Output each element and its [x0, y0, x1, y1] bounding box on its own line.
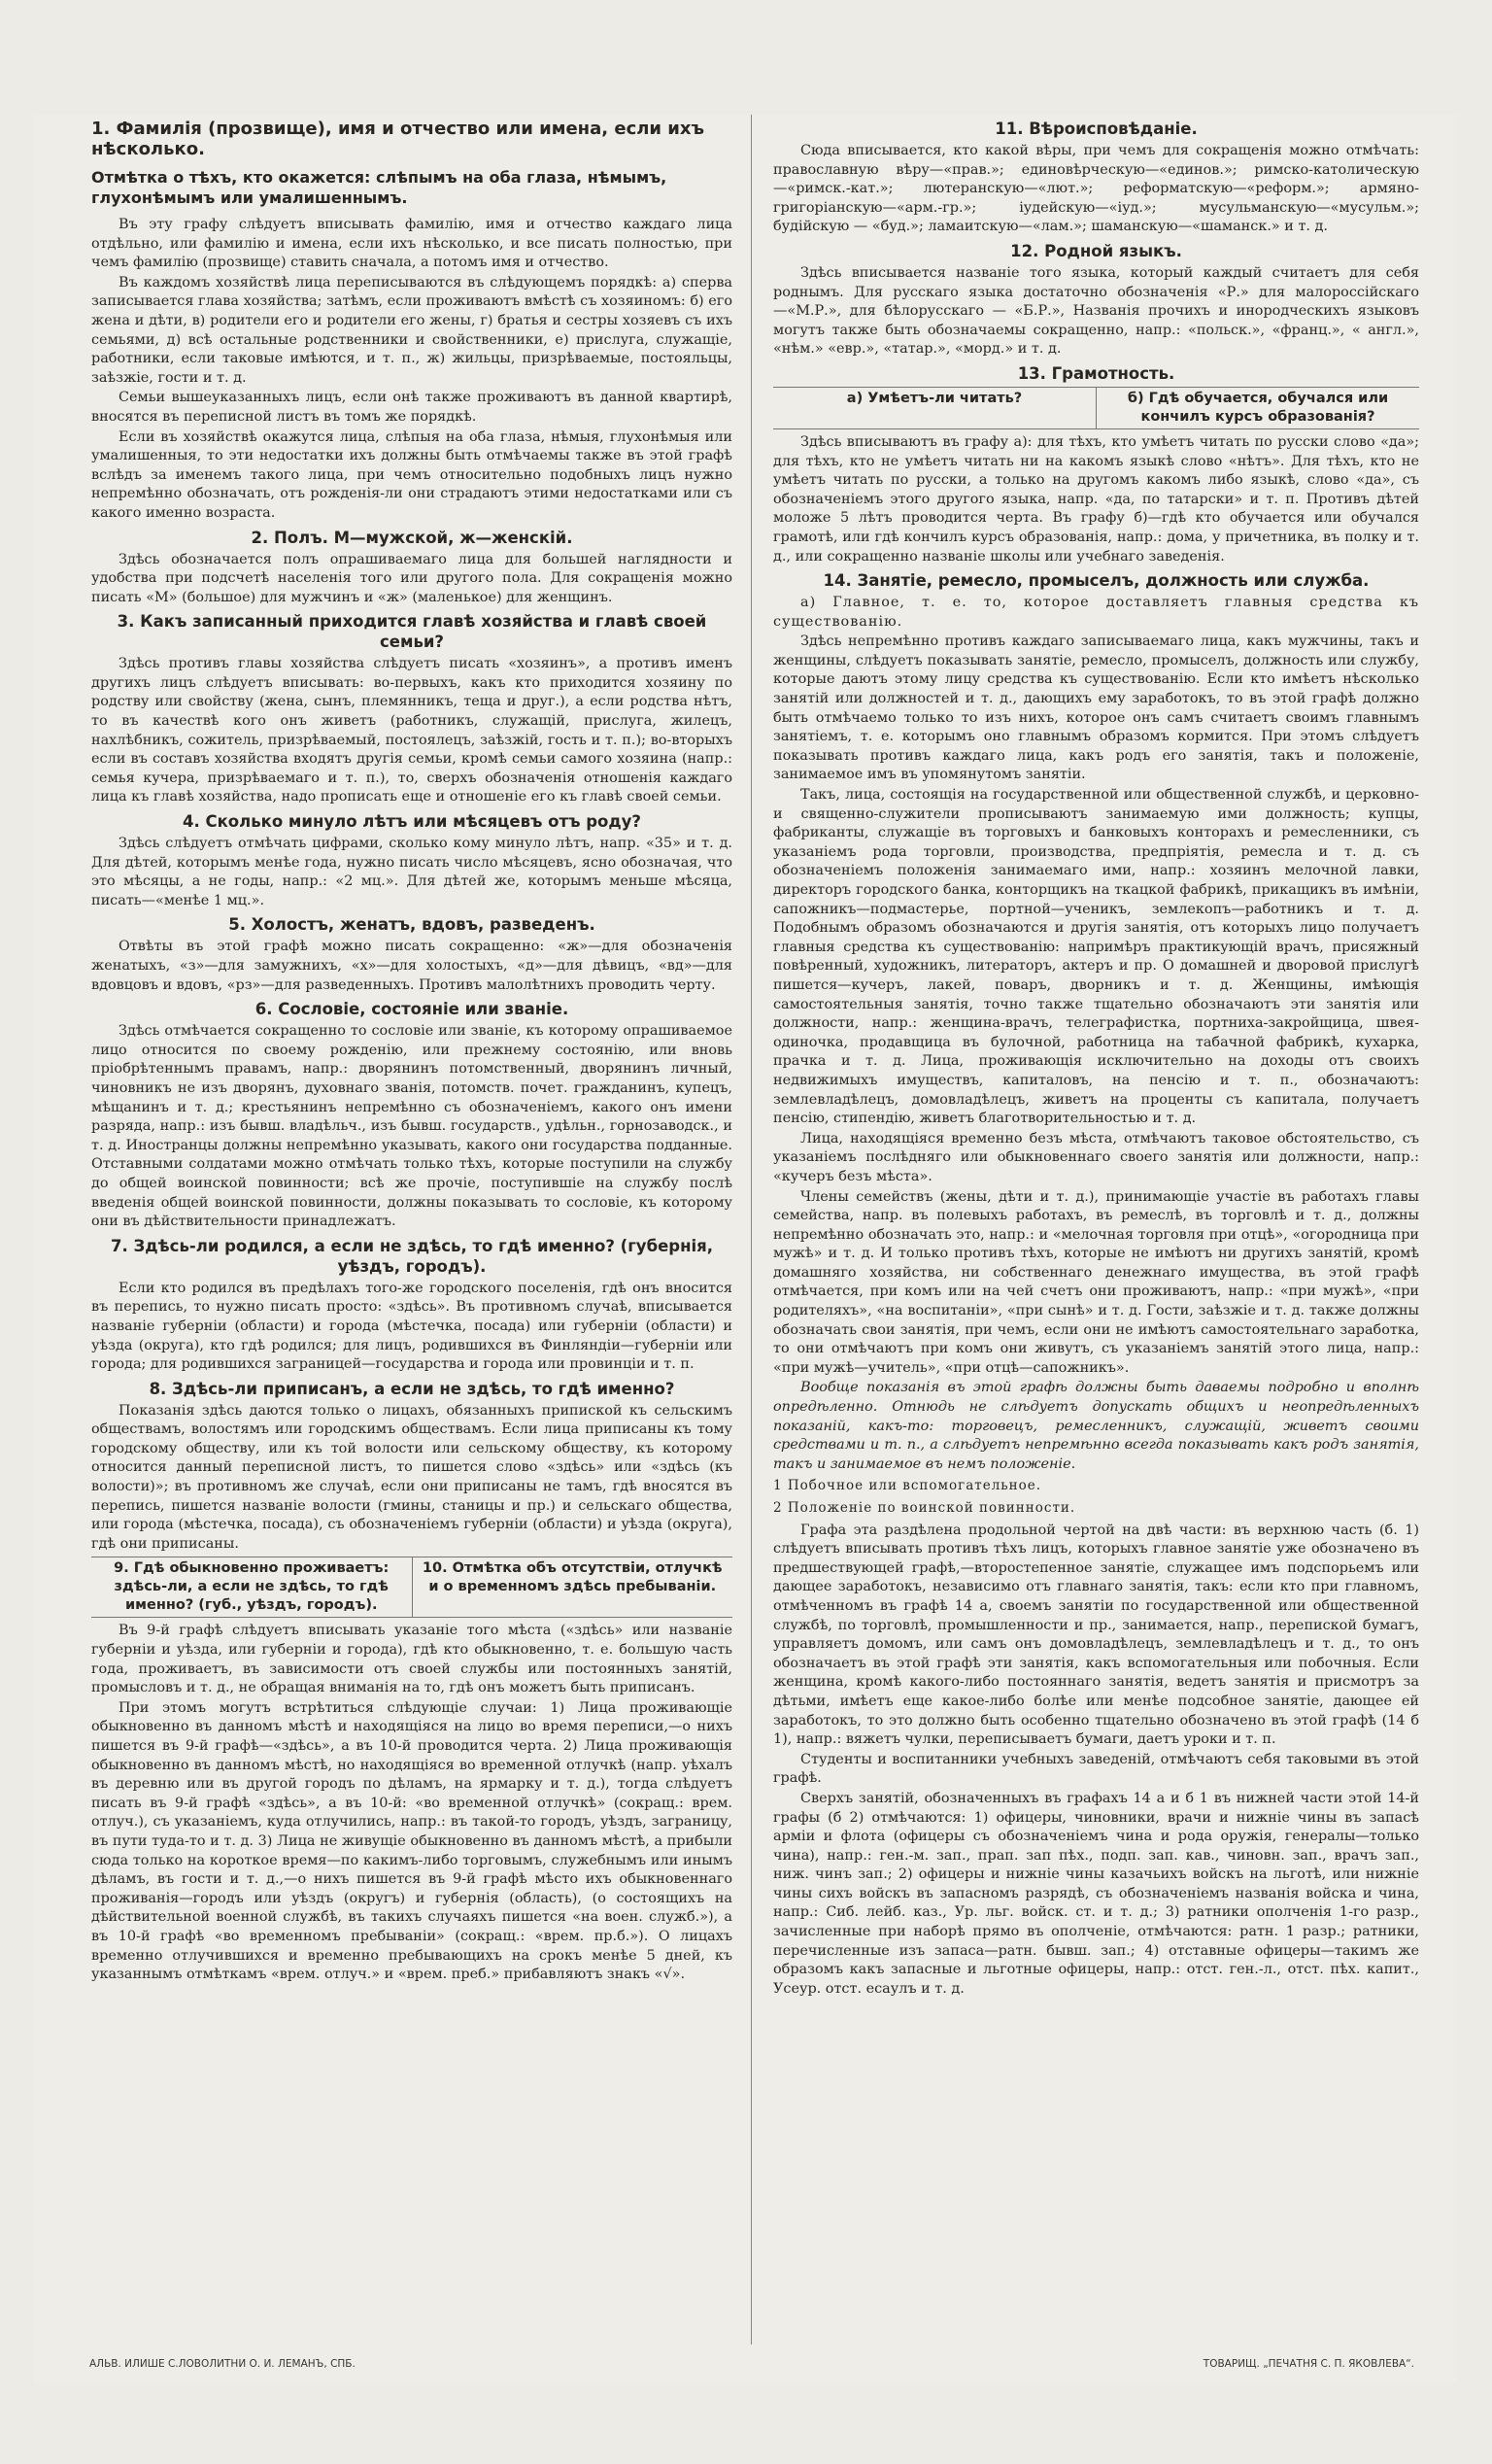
- section-10-title: 10. Отмѣтка объ отсутствіи, отлучкѣ и о временномъ здѣсь пребываніи.: [412, 1557, 733, 1617]
- section-12-paragraph: Здѣсь вписывается названіе того языка, который каждый считаетъ для себя роднымъ. Для русскаго языка достаточно обозначенія «Р.» для малороссійскаго—«М.Р.», для бѣлорусскаго — «Б.Р.», Названія прочихъ и инородческихъ языковъ могутъ также быть обозначаемы сокращенно, напр.: «польск.», «франц.», « англ.», «нѣм.» «евр.», «татар.», «морд.» и т. д.: [773, 264, 1419, 358]
- section-14-paragraph: Здѣсь непремѣнно противъ каждаго записываемаго лица, какъ мужчины, такъ и женщины, слѣдуетъ показывать занятіе, ремесло, промыселъ, должность или службу, которые даютъ этому лицу средства къ существованію. Если кто имѣетъ нѣсколько занятій или должностей и т. д., дающихъ ему заработокъ, то въ этой графѣ должно быть отмѣчаемо только то изъ нихъ, которое онъ самъ считаетъ своимъ главнымъ занятіемъ, т. е. которымъ оно главнымъ образомъ кормится. При этомъ слѣдуетъ показывать противъ каждаго лица, какъ родъ его занятія, такъ и положеніе, занимаемое имъ въ упомянутомъ занятіи.: [773, 633, 1419, 783]
- section-14-paragraph: Студенты и воспитанники учебныхъ заведеній, отмѣчаютъ себя таковыми въ этой графѣ.: [773, 1751, 1419, 1787]
- section-6-paragraph: Здѣсь отмѣчается сокращенно то сословіе или званіе, къ которому опрашиваемое лицо относится по своему рожденію, или прежнему состоянію, или вновь пріобрѣтеннымъ правамъ, напр.: дворянинъ потомственный, дворянинъ личный, чиновникъ не изъ дворянъ, духовнаго званія, потомств. почет. гражданинъ, купецъ, мѣщанинъ и т. д.; крестьянинъ непремѣнно съ обозначеніемъ, какого онъ имени разряда, напр.: изъ бывш. владѣльч., изъ бывш. государств., удѣльн., горнозаводск., и т. д. Иностранцы должны непремѣнно указывать, какого они государства подданные. Отставными солдатами можно отмѣчать только тѣхъ, которые поступили на службу до общей воинской повинности; всѣ же прочіе, поступившіе на службу послѣ введенія общей воинской повинности, должны показывать то сословіе, къ которому они въ дѣйствительности принадлежатъ.: [91, 1023, 732, 1230]
- section-14-title: 14. Занятіе, ремесло, промыселъ, должность или служба.: [823, 571, 1370, 591]
- section-1-paragraph: Въ эту графу слѣдуетъ вписывать фамилію, имя и отчество каждаго лица отдѣльно, или фамилію и имена, если ихъ нѣсколько, и все писать полностью, при чемъ фамилію (прозвище) ставить сначала, а потомъ имя и отчество.: [91, 217, 732, 271]
- section-13-b: б) Гдѣ обучается, обучался или кончилъ курсъ образованія?: [1096, 388, 1419, 428]
- section-14-paragraph: Сверхъ занятій, обозначенныхъ въ графахъ 14 а и б 1 въ нижней части этой 14-й графы (б 2) отмѣчаются: 1) офицеры, чиновники, врачи и нижніе чины въ запасѣ арміи и флота (офицеры съ обозначеніемъ чина и рода оружія, генералы—только чина), напр.: ген.-м. зап., прап. зап пѣх., подп. зап. кав., чиновн. зап., врачъ зап., ниж. чинъ зап.; 2) офицеры и нижніе чины казачьихъ войскъ на льготѣ, или нижніе чины сихъ войскъ въ запасномъ разрядѣ, съ обозначеніемъ названія войска и чина, напр.: Сиб. лейб. каз., Ур. льг. войск. ст. и т. д.; 3) ратники ополченія 1-го разр., зачисленные при наборѣ прямо въ ополченіе, отмѣчаются: ратн. 1 разр.; ратники, перечисленные изъ запаса—ратн. бывш. зап.; 4) отставные офицеры—такимъ же образомъ какъ запасные и льготные офицеры, напр.: отст. ген.-л., отст. пѣх. капит., Усеур. отст. есаулъ и т. д.: [773, 1790, 1419, 1997]
- section-9-title: 9. Гдѣ обыкновенно проживаетъ: здѣсь-ли, а если не здѣсь, то гдѣ именно? (губ., уѣздъ, городъ).: [114, 1560, 390, 1614]
- section-7-title: 7. Здѣсь-ли родился, а если не здѣсь, то гдѣ именно? (губернія, уѣздъ, городъ).: [110, 1236, 714, 1276]
- section-5-title: 5. Холостъ, женатъ, вдовъ, разведенъ.: [228, 915, 595, 935]
- section-14-b2: 2 Положеніе по воинской повинности.: [773, 1500, 1076, 1516]
- section-11-title: 11. Вѣроисповѣданіе.: [995, 120, 1198, 138]
- section-14-b1: 1 Побочное или вспомогательное.: [773, 1478, 1042, 1494]
- section-2-paragraph: Здѣсь обозначается полъ опрашиваемаго лица для большей наглядности и удобства при подсчетѣ населенія того или другого пола. Для сокращенія можно писать «М» (большое) для мужчинъ и «ж» (маленькое) для женщинъ.: [91, 551, 732, 605]
- section-1-paragraph: Если въ хозяйствѣ окажутся лица, слѣпыя на оба глаза, нѣмыя, глухонѣмыя или умалишенныя, то эти недостатки ихъ должны быть отмѣчаемы также въ этой графѣ вслѣдъ за именемъ такого лица, при чемъ относительно подобныхъ лицъ нужно непремѣнно обозначать, отъ рожденія-ли они страдаютъ этими недостатками или съ какого именно возраста.: [91, 428, 732, 521]
- footer-left-imprint: АЛЬВ. ИЛИШЕ С.ЛОВОЛИТНИ О. И. ЛЕМАНЪ, СПБ.: [89, 2358, 356, 2370]
- section-6-title: 6. Сословіе, состояніе или званіе.: [254, 1000, 569, 1019]
- section-12-title: 12. Родной языкъ.: [1010, 241, 1182, 260]
- printer-footer: [33, 2358, 1457, 2376]
- section-3-paragraph: Здѣсь противъ главы хозяйства слѣдуетъ писать «хозяинъ», а противъ именъ другихъ лицъ слѣдуетъ вписывать: во-первыхъ, какъ кто приходится хозяину по родству или свойству (жена, сынъ, племянникъ, теща и друг.), а если родства нѣтъ, то въ качествѣ кого онъ живетъ (работникъ, служащій, прислуга, жилецъ, нахлѣбникъ, сожитель, призрѣваемый, постоялецъ, заѣзжій, гость и т. п.); во-вторыхъ если въ составъ хозяйства входятъ другія семьи, кромѣ семьи самого хозяина (напр.: семья кучера, призрѣваемаго и т. п.), то, сверхъ обозначенія отношенія каждаго лица къ главѣ хозяйства, надо прописать еще и отношеніе его къ главѣ своей семьи.: [91, 656, 732, 805]
- sections-9-10-header: [91, 1557, 732, 1618]
- section-1-title: 1. Фамилія (прозвище), имя и отчество или имена, если ихъ нѣсколько.: [91, 119, 705, 159]
- footer-right-imprint: ТОВАРИЩ. „ПЕЧАТНЯ С. П. ЯКОВЛЕВА“.: [1203, 2358, 1414, 2370]
- left-column: [91, 115, 732, 2344]
- section-7-paragraph: Если кто родился въ предѣлахъ того-же городского поселенія, гдѣ онъ вносится въ перепись, то нужно писать просто: «здѣсь». Въ противномъ случаѣ, вписывается названіе губерніи (области) и города (мѣстечка, посада) или губерніи (области) и уѣзда (округа), кто гдѣ родился; для лицъ, родившихся въ Финляндіи—губерніи или города; для родившихся заграницей—государства и города или провинціи и т. п.: [91, 1280, 732, 1373]
- section-1-paragraph: Семьи вышеуказанныхъ лицъ, если онѣ также проживаютъ въ данной квартирѣ, вносятся въ переписной листъ въ томъ же порядкѣ.: [91, 390, 732, 425]
- section-8-title: 8. Здѣсь-ли приписанъ, а если не здѣсь, то гдѣ именно?: [149, 1379, 675, 1398]
- section-4-paragraph: Здѣсь слѣдуетъ отмѣчать цифрами, сколько кому минуло лѣтъ, напр. «35» и т. д. Для дѣтей, которымъ менѣе года, нужно писать число мѣсяцевъ, ясно обозначая, что это мѣсяцы, а не годы, напр.: «2 мц.». Для дѣтей же, которымъ меньше мѣсяца, писать—«менѣе 1 мц.».: [91, 836, 732, 908]
- census-instruction-sheet: [33, 115, 1457, 2383]
- section-9-paragraph: Въ 9-й графѣ слѣдуетъ вписывать указаніе того мѣста («здѣсь» или названіе губерніи и уѣзда, или губерніи и города), гдѣ кто обыкновенно, т. е. большую часть года, проживаетъ, въ зависимости отъ своей службы или постоянныхъ занятій, промысловъ и т. д., не обращая вниманія на то, гдѣ онъ можетъ быть приписанъ.: [91, 1623, 732, 1696]
- column-divider: [751, 115, 752, 2344]
- section-2-title: 2. Полъ. М—мужской, ж—женскій.: [251, 528, 573, 547]
- section-14-subtitle: а) Главное, т. е. то, которое доставляетъ главныя средства къ существованію.: [773, 595, 1419, 630]
- section-13-title: 13. Грамотность.: [1017, 363, 1175, 383]
- section-14-paragraph: Члены семействъ (жены, дѣти и т. д.), принимающіе участіе въ работахъ главы семейства, напр. въ полевыхъ работахъ, въ ремеслѣ, въ торговлѣ и т. д., должны непремѣнно обозначать это, напр.: и «мелочная торговля при отцѣ», «огородница при мужѣ» и т. д. И только противъ тѣхъ, которые не имѣютъ ни другихъ занятій, кромѣ домашняго хозяйства, ни собственнаго денежнаго имущества, въ этой графѣ отмѣчается, при комъ или на чей счетъ они проживаютъ, напр.: «при мужѣ», «при родителяхъ», «на воспитаніи», «при сынѣ» и т. д. Гости, заѣзжіе и т. д. также должны обозначать свои занятія, при чемъ, если они не имѣютъ самостоятельнаго заработка, то они отмѣчаютъ при комъ они живутъ, съ указаніемъ занятій этого лица, напр.: «при мужѣ—учитель», «при отцѣ—сапожникъ».: [773, 1188, 1419, 1376]
- section-14-paragraph: Вообще показанія въ этой графѣ должны быть даваемы подробно и вполнѣ опредѣленно. Отнюдь не слѣдуетъ допускать общихъ и неопредѣленныхъ показаній, какъ-то: торговецъ, ремесленникъ, служащій, живетъ своими средствами и т. п., а слѣдуетъ непремѣнно всегда показывать какъ родъ занятія, такъ и занимаемое въ немъ положеніе.: [773, 1380, 1419, 1472]
- section-5-paragraph: Отвѣты въ этой графѣ можно писать сокращенно: «ж»—для обозначенія женатыхъ, «з»—для замужнихъ, «х»—для холостыхъ, «д»—для дѣвицъ, «вд»—для вдовцовъ и вдовъ, «рз»—для разведенныхъ. Противъ малолѣтнихъ проводить черту.: [91, 939, 732, 993]
- section-3-title: 3. Какъ записанный приходится главѣ хозяйства и главѣ своей семьи?: [117, 612, 707, 652]
- section-4-title: 4. Сколько минуло лѣтъ или мѣсяцевъ отъ роду?: [182, 812, 642, 832]
- section-1-paragraph: Въ каждомъ хозяйствѣ лица переписываются въ слѣдующемъ порядкѣ: а) сперва записывается глава хозяйства; затѣмъ, если проживаютъ вмѣстѣ съ хозяиномъ: б) его жена и дѣти, в) родители его и родители его жены, г) братья и сестры хозяевъ съ ихъ семьями, д) всѣ остальные родственники и свойственники, е) прислуга, служащіе, работники, если таковые имѣются, и т. п., ж) жильцы, призрѣваемые, постояльцы, заѣзжіе, гости и т. д.: [91, 274, 732, 386]
- section-8-paragraph: Показанія здѣсь даются только о лицахъ, обязанныхъ припиской къ сельскимъ обществамъ, волостямъ или городскимъ обществамъ. Если лица приписаны къ тому городскому обществу, или къ той волости или сельскому обществу, къ которому относится данный переписной листъ, то пишется слово «здѣсь» или «здѣсь (къ волости)»; въ противномъ же случаѣ, если они приписаны не тамъ, гдѣ вносятся въ перепись, пишется названіе волости (гмины, станицы и пр.) и сельскаго общества, или города (мѣстечка, посада), съ обозначеніемъ губерніи (области) и уѣзда (округа), гдѣ они приписаны.: [91, 1402, 732, 1552]
- section-14-paragraph: Графа эта раздѣлена продольной чертой на двѣ части: въ верхнюю часть (б. 1) слѣдуетъ вписывать противъ тѣхъ лицъ, которыхъ главное занятіе уже обозначено въ предшествующей графѣ,—второстепенное занятіе, служащее имъ подспорьемъ или дающее заработокъ, независимо отъ главнаго занятія, такъ: если кто при главномъ, отмѣченномъ въ графѣ 14 а, своемъ занятіи по государственной или общественной службѣ, по торговлѣ, промышленности и пр., занимается, напр., перепиской бумагъ, управляетъ домомъ, или самъ онъ домовладѣлецъ, землевладѣлецъ и т. д., то онъ обозначаетъ въ этой графѣ эти занятія, какъ вспомогательныя или побочныя. Если женщина, кромѣ какого-либо постояннаго занятія, ведетъ занятія и присмотръ за дѣтьми, имѣетъ еще какое-либо болѣе или менѣе подсобное занятіе, дающее ей заработокъ, то это должно быть особенно тщательно обозначено въ этой графѣ (14 б 1), напр.: вяжетъ чулки, переписываетъ бумаги, даетъ уроки и т. п.: [773, 1522, 1419, 1748]
- section-1-note: Отмѣтка о тѣхъ, кто окажется: слѣпымъ на оба глаза, нѣмымъ, глухонѣмымъ или умалишеннымъ.: [91, 168, 667, 207]
- section-14-paragraph: Такъ, лица, состоящія на государственной или общественной службѣ, и церковно-и священно-служители прописываютъ занимаемую ими должность; купцы, фабриканты, служащіе въ торговыхъ и банковыхъ конторахъ и ремесленники, съ указаніемъ рода торговли, производства, предпріятія, ремесла и т. д. съ обозначеніемъ положенія занимаемаго ими, напр.: хозяинъ мелочной лавки, директоръ городского банка, конторщикъ на ткацкой фабрикѣ, прикащикъ въ имѣніи, сапожникъ—подмастерье, портной—ученикъ, землекопъ—работникъ и т. д. Подобнымъ образомъ обозначаются и другія занятія, отъ которыхъ лицо получаетъ главныя средства къ существованію: напримѣръ практикующій врачъ, присяжный повѣренный, художникъ, литераторъ, актеръ и пр. О домашней и дворовой прислугѣ пишется—кучеръ, лакей, поваръ, дворникъ и т. д. Женщины, имѣющія самостоятельныя занятія, точно также тщательно обозначаютъ эти занятія или должности, напр.: женщина-врачъ, телеграфистка, портниха-закройщица, швея-одиночка, продавщица въ булочной, работница на табачной фабрикѣ, кухарка, прачка и т. д. Лица, проживающія исключительно на доходы отъ своихъ недвижимыхъ имуществъ, капиталовъ, на пенсію и т. п., обозначаютъ: землевладѣлецъ, домовладѣлецъ, живетъ на проценты съ капитала, получаетъ пенсію, стипендію, живетъ благотворительностью и т. д.: [773, 787, 1419, 1127]
- section-9-paragraph: При этомъ могутъ встрѣтиться слѣдующіе случаи: 1) Лица проживающіе обыкновенно въ данномъ мѣстѣ и находящіяся на лицо во время переписи,—о нихъ пишется въ 9-й графѣ—«здѣсь», а въ 10-й проводится черта. 2) Лица проживающія обыкновенно въ данномъ мѣстѣ, но находящіяся во временной отлучкѣ (напр. уѣхалъ въ деревню или въ другой городъ по дѣламъ, на ярмарку и т. д.), тогда слѣдуетъ писать въ 9-й графѣ «здѣсь», а въ 10-й: «во временной отлучкѣ» (сокращ.: врем. отлуч.), съ указаніемъ, куда отлучились, напр.: въ такой-то городъ, уѣздъ, заграницу, въ пути туда-то и т. д. 3) Лица не живущіе обыкновенно въ данномъ мѣстѣ, а прибыли сюда только на короткое время—по какимъ-либо торговымъ, служебнымъ или инымъ дѣламъ, въ гости и т. д.,—о нихъ пишется въ 9-й графѣ мѣсто ихъ обыкновеннаго проживанія—городъ или уѣздъ (округъ) и губернія (область), (о состоящихъ на дѣйствительной военной службѣ, въ такихъ случаяхъ пишется «на воен. служб.»), а въ 10-й графѣ «во временномъ пребываніи» (сокращ.: «врем. пр.б.»). О лицахъ временно отлучившихся и временно пребывающихъ на срокъ менѣе 5 дней, къ указаннымъ отмѣткамъ «врем. отлуч.» и «врем. преб.» прибавляютъ знакъ «√».: [91, 1699, 732, 1983]
- section-13-subheader: [773, 387, 1419, 429]
- section-14-paragraph: Лица, находящіяся временно безъ мѣста, отмѣчаютъ таковое обстоятельство, съ указаніемъ послѣдняго или обыкновеннаго своего занятія или должности, напр.: «кучеръ безъ мѣста».: [773, 1130, 1419, 1184]
- section-13-a: а) Умѣетъ-ли читать?: [846, 390, 1023, 406]
- right-column: [773, 115, 1419, 2344]
- section-11-paragraph: Сюда вписывается, кто какой вѣры, при чемъ для сокращенія можно отмѣчать: православную вѣру—«прав.»; единовѣрческую—«единов.»; римско-католическую—«римск.-кат.»; лютеранскую—«лют.»; реформатскую—«реформ.»; армяно-григоріанскую—«арм.-гр.»; іудейскую—«іуд.»; мусульманскую—«мусульм.»; будійскую — «буд.»; ламаитскую—«лам.»; шаманскую—«шаманск.» и т. д.: [773, 143, 1419, 235]
- section-13-paragraph: Здѣсь вписываютъ въ графу а): для тѣхъ, кто умѣетъ читать по русски слово «да»; для тѣхъ, кто не умѣетъ читать ни на какомъ языкѣ слово «нѣтъ». Для тѣхъ, кто не умѣетъ читать по русски, а только на другомъ какомъ либо языкѣ, слово «да», съ обозначеніемъ этого другого языка, напр. «да, по татарски» и т. п. Противъ дѣтей моложе 5 лѣтъ проводится черта. Въ графу б)—гдѣ кто обучается или обучался грамотѣ, или гдѣ кончилъ курсъ образованія, напр.: дома, у причетника, въ полку и т. д., или сокращенно названіе школы или учебнаго заведенія.: [773, 433, 1419, 565]
